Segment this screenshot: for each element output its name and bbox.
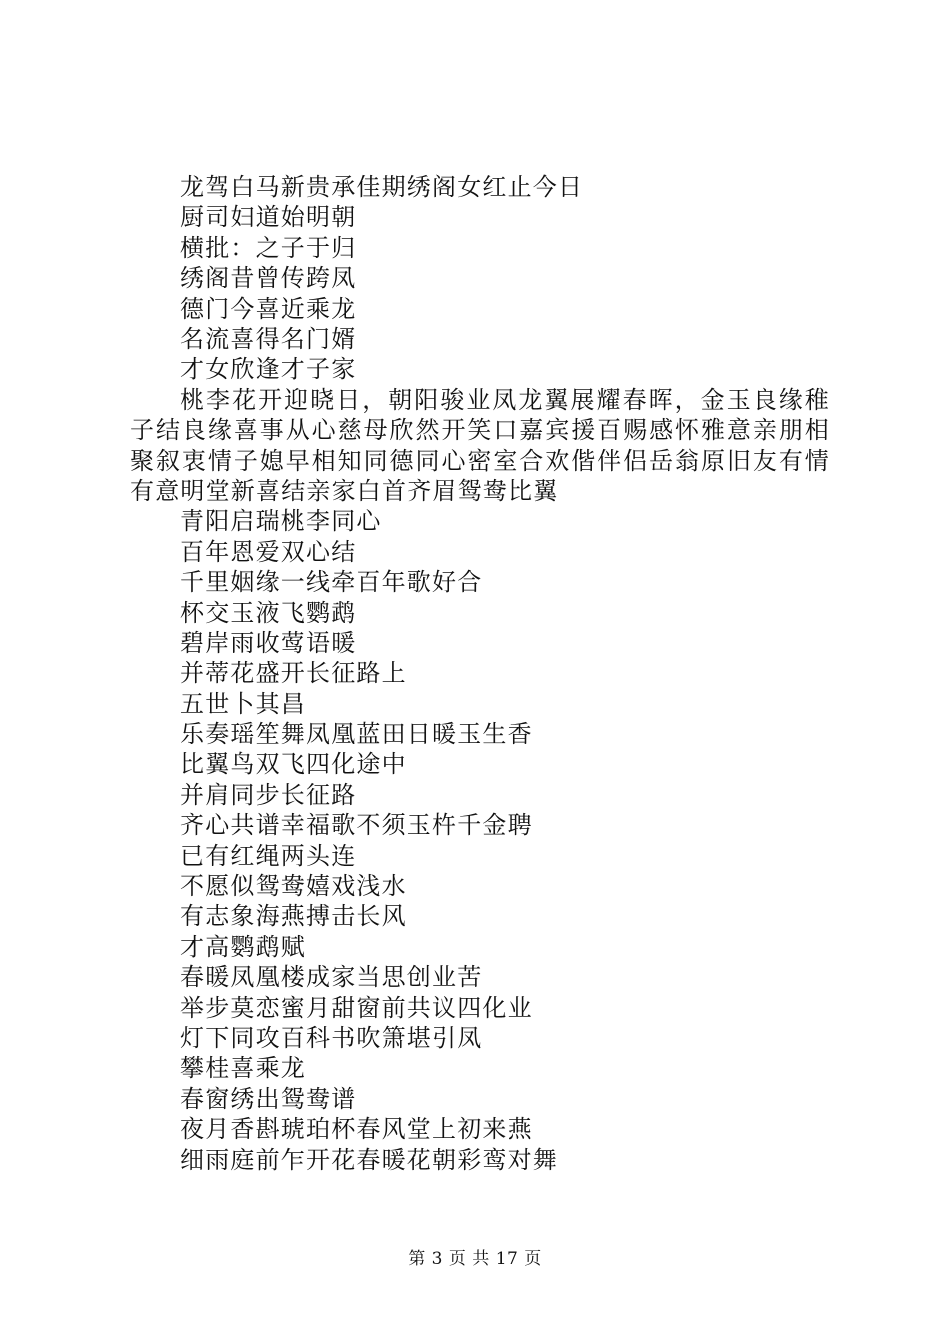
couplet-line: 已有红绳两头连 <box>180 841 357 870</box>
couplet-line: 并蒂花盛开长征路上 <box>180 659 407 688</box>
couplet-line: 有志象海燕搏击长风 <box>180 902 407 931</box>
couplet-line: 杯交玉液飞鹦鹉 <box>180 598 357 627</box>
couplet-line: 才高鹦鹉赋 <box>180 932 306 961</box>
couplet-line: 春窗绣出鸳鸯谱 <box>180 1084 357 1113</box>
couplet-line: 乐奏瑶笙舞凤凰蓝田日暖玉生香 <box>180 720 533 749</box>
couplet-line: 碧岸雨收莺语暖 <box>180 628 357 657</box>
couplet-line: 攀桂喜乘龙 <box>180 1054 306 1083</box>
couplet-line: 比翼鸟双飞四化途中 <box>180 750 407 779</box>
body-paragraph: 桃李花开迎晓日，朝阳骏业凤龙翼展耀春晖，金玉良缘稚子结良缘喜事从心慈母欣然开笑口嘉宾援百赐感怀雅意亲朋相聚叙衷情子媳早相知同德同心密室合欢偕伴侣岳翁原旧友有情有意明堂新喜结亲家白首齐眉鸳鸯比翼 <box>130 385 830 505</box>
couplet-line: 并肩同步长征路 <box>180 780 357 809</box>
couplet-line: 名流喜得名门婿 <box>180 324 357 353</box>
couplet-line: 齐心共谱幸福歌不须玉杵千金聘 <box>180 811 533 840</box>
couplet-line: 春暖凤凰楼成家当思创业苦 <box>180 963 483 992</box>
couplet-line: 细雨庭前乍开花春暖花朝彩鸾对舞 <box>180 1145 558 1174</box>
couplet-line: 举步莫恋蜜月甜窗前共议四化业 <box>180 993 533 1022</box>
couplet-line: 不愿似鸳鸯嬉戏浅水 <box>180 872 407 901</box>
couplet-line: 横批：之子于归 <box>180 233 357 262</box>
couplet-line: 千里姻缘一线牵百年歌好合 <box>180 568 483 597</box>
couplet-line: 青阳启瑞桃李同心 <box>180 507 382 536</box>
couplet-line: 百年恩爱双心结 <box>180 537 357 566</box>
couplet-line: 五世卜其昌 <box>180 689 306 718</box>
couplet-line: 德门今喜近乘龙 <box>180 294 357 323</box>
couplet-line: 灯下同攻百科书吹箫堪引凤 <box>180 1024 483 1052</box>
couplet-line: 夜月香斟琥珀杯春风堂上初来燕 <box>180 1115 533 1144</box>
couplet-line: 绣阁昔曾传跨凤 <box>180 264 357 293</box>
couplet-line: 厨司妇道始明朝 <box>180 203 357 232</box>
page-footer: 第 3 页 共 17 页 <box>408 1249 542 1269</box>
couplet-line: 才女欣逢才子家 <box>180 355 357 384</box>
document-body <box>130 172 830 1175</box>
couplet-line: 龙驾白马新贵承佳期绣阁女红止今日 <box>180 173 584 201</box>
